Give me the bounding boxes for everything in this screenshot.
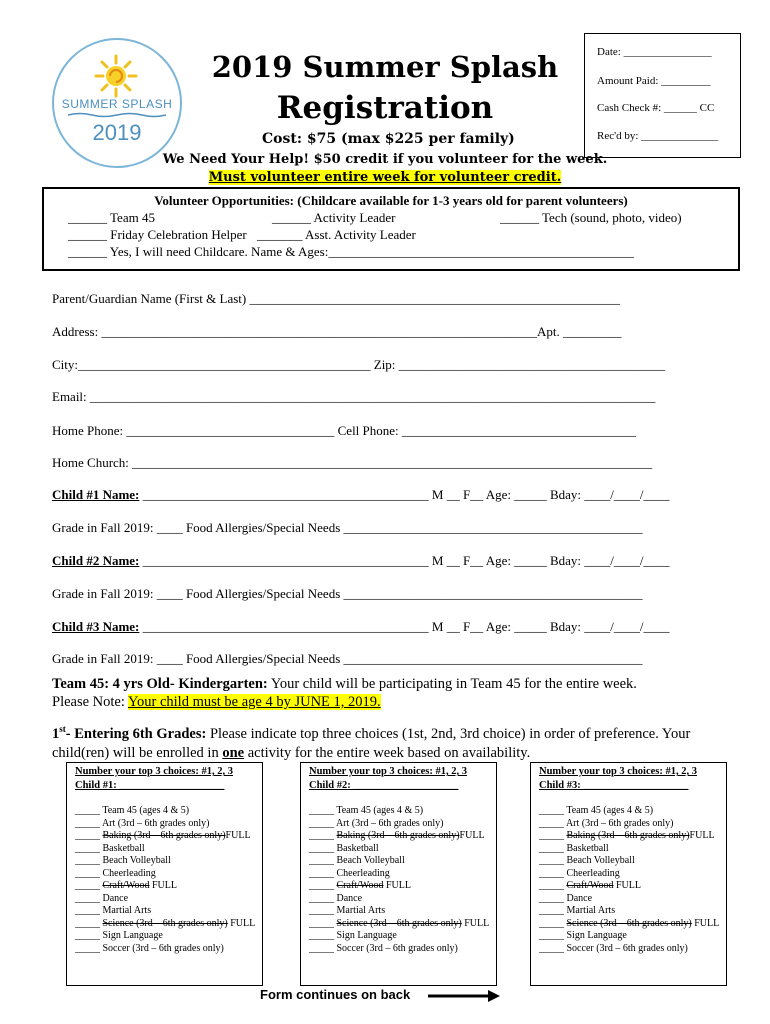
volunteer-asst-leader[interactable]: _______ Asst. Activity Leader [257, 227, 416, 242]
page-title: 2019 Summer Splash [211, 50, 559, 84]
activity-option[interactable] [75, 843, 255, 856]
activity-option[interactable] [75, 855, 255, 868]
activity-option[interactable] [75, 805, 255, 818]
phone-field[interactable]: Home Phone: ________________________________ Cell Phone: ____________________________________ [52, 423, 636, 438]
activity-option[interactable] [309, 868, 489, 881]
activity-text: _____ Martial Arts [75, 905, 152, 916]
child2-choices-box [300, 762, 497, 986]
activity-full-strike: Science (3rd – 6th grades only) [566, 917, 692, 929]
activity-option[interactable] [309, 930, 489, 943]
activity-option[interactable] [539, 930, 719, 943]
team45-text: Your child will be participating in Team 45 for the entire week. [267, 676, 637, 692]
volunteer-team45[interactable]: ______ Team 45 [68, 210, 155, 225]
activity-option[interactable] [75, 930, 255, 943]
child3-name-field[interactable] [52, 619, 670, 635]
activity-full-strike: Baking (3rd – 6th grades only) [336, 830, 460, 841]
volunteer-tech[interactable]: ______ Tech (sound, photo, video) [500, 210, 682, 225]
activity-full-strike: Craft/Wood [102, 880, 150, 891]
activity-option[interactable] [309, 943, 489, 956]
child1-blanks: ____________________________________________ M __ F__ Age: _____ Bday: ____/____/____ [139, 487, 670, 502]
activity-text: _____ Cheerleading [539, 867, 620, 879]
child1-choices-box [66, 762, 263, 986]
child2-name-field[interactable] [52, 553, 670, 569]
activity-text: _____ Soccer (3rd – 6th grades only) [75, 942, 224, 954]
age-note-prefix: Please Note: [52, 694, 128, 710]
activity-text: _____ [75, 917, 103, 929]
volunteer-friday[interactable]: ______ Friday Celebration Helper [68, 227, 247, 242]
activity-option[interactable] [309, 855, 489, 868]
activity-text: _____ [75, 830, 103, 841]
activity-option[interactable] [539, 805, 719, 818]
activity-text: _____ Art (3rd – 6th grades only) [539, 817, 674, 829]
activity-option[interactable] [309, 918, 489, 931]
received-by-field[interactable]: Rec'd by: ______________ [597, 130, 719, 142]
activity-text: _____ Basketball [539, 842, 609, 854]
child2-blanks: ____________________________________________ M __ F__ Age: _____ Bday: ____/____/____ [139, 553, 670, 568]
child3-grade-field[interactable]: Grade in Fall 2019: ____ Food Allergies/Special Needs ______________________________________________ [52, 651, 643, 666]
address-field[interactable]: Address: ___________________________________________________________________Apt. _________ [52, 324, 622, 339]
choices-heading: Number your top 3 choices: #1, 2, 3 [309, 766, 467, 777]
activity-option[interactable] [539, 843, 719, 856]
choices-heading: Number your top 3 choices: #1, 2, 3 [75, 766, 233, 777]
logo-year: 2019 [92, 120, 142, 145]
activity-list [539, 805, 719, 955]
activity-option[interactable] [75, 880, 255, 893]
grades-heading: - Entering 6th Grades: [65, 725, 207, 742]
activity-text: _____ [309, 880, 337, 891]
activity-option[interactable] [75, 868, 255, 881]
activity-text: _____ Art (3rd – 6th grades only) [309, 817, 444, 829]
activity-option[interactable] [75, 905, 255, 918]
activity-full-strike: Craft/Wood [566, 880, 614, 891]
activity-list [75, 805, 255, 955]
activity-text: _____ Dance [539, 892, 593, 904]
activity-text: _____ Art (3rd – 6th grades only) [75, 817, 210, 829]
activity-option[interactable] [309, 905, 489, 918]
child1-grade-field[interactable]: Grade in Fall 2019: ____ Food Allergies/Special Needs ______________________________________________ [52, 520, 643, 535]
activity-full-label: FULL [227, 917, 256, 929]
activity-option[interactable] [75, 818, 255, 831]
activity-text: _____ Martial Arts [539, 905, 616, 916]
activity-full-label: FULL [459, 830, 485, 841]
activity-option[interactable] [539, 943, 719, 956]
activity-full-strike: Science (3rd – 6th grades only) [102, 917, 228, 929]
activity-full-strike: Baking (3rd – 6th grades only) [102, 830, 226, 841]
activity-option[interactable] [539, 893, 719, 906]
email-field[interactable]: Email: _______________________________________________________________________________________ [52, 389, 656, 404]
activity-text: _____ Beach Volleyball [539, 855, 635, 866]
activity-list [309, 805, 489, 955]
summer-splash-logo [52, 38, 182, 168]
team45-info [52, 676, 637, 693]
logo-word: SUMMER SPLASH [61, 97, 173, 111]
activity-text: _____ [539, 830, 567, 841]
activity-full-label: FULL [613, 880, 641, 891]
activity-text: _____ Sign Language [539, 930, 627, 941]
activity-full-strike: Baking (3rd – 6th grades only) [566, 830, 690, 841]
activity-text: _____ [309, 830, 337, 841]
date-field[interactable]: Date: ________________ [597, 46, 712, 58]
activity-option[interactable] [75, 943, 255, 956]
volunteer-heading: Volunteer Opportunities: (Childcare available for 1-3 years old for parent volunteers) [154, 193, 628, 208]
activity-option[interactable] [309, 843, 489, 856]
activity-option[interactable] [309, 830, 489, 843]
activity-option[interactable] [75, 893, 255, 906]
activity-full-label: FULL [461, 917, 490, 929]
child2-grade-field[interactable]: Grade in Fall 2019: ____ Food Allergies/Special Needs ______________________________________________ [52, 586, 643, 601]
child3-choices-box [530, 762, 727, 986]
activity-option[interactable] [539, 830, 719, 843]
grades-one: one [222, 744, 245, 761]
age-note [52, 694, 381, 711]
activity-option[interactable] [75, 918, 255, 931]
activity-option[interactable] [75, 830, 255, 843]
activity-text: _____ [309, 917, 337, 929]
child1-name-field[interactable] [52, 487, 670, 503]
payment-method-field[interactable]: Cash Check #: ______ CC [597, 102, 715, 114]
page-subtitle: Registration [276, 90, 494, 126]
choices-child[interactable]: Child #3: ____________________ [539, 780, 689, 791]
activity-text: _____ Team 45 (ages 4 & 5) [75, 805, 190, 816]
activity-text: _____ Beach Volleyball [75, 855, 171, 866]
activity-text: _____ Dance [75, 892, 129, 904]
activity-option[interactable] [309, 805, 489, 818]
activity-text: _____ [539, 917, 567, 929]
age-note-highlight: Your child must be age 4 by JUNE 1, 2019. [127, 694, 381, 710]
volunteer-box [42, 187, 740, 271]
activity-option[interactable] [539, 818, 719, 831]
activity-text: _____ Martial Arts [309, 905, 386, 916]
activity-full-label: FULL [691, 917, 720, 929]
choices-child[interactable]: Child #1: ____________________ [75, 780, 225, 791]
activity-text: _____ Soccer (3rd – 6th grades only) [309, 942, 458, 954]
cost-text: Cost: $75 (max $225 per family) [262, 131, 515, 147]
activity-option[interactable] [309, 880, 489, 893]
amount-paid-field[interactable]: Amount Paid: _________ [597, 75, 711, 87]
activity-option[interactable] [539, 880, 719, 893]
activity-full-label: FULL [383, 880, 411, 891]
team45-heading: Team 45: 4 yrs Old- Kindergarten: [52, 676, 268, 692]
activity-text: _____ Sign Language [309, 930, 397, 941]
activity-option[interactable] [539, 918, 719, 931]
child3-label: Child #3 Name: [52, 619, 140, 634]
parent-name-field[interactable]: Parent/Guardian Name (First & Last) _________________________________________________________ [52, 291, 620, 306]
activity-text: _____ Team 45 (ages 4 & 5) [539, 805, 654, 816]
activity-full-label: FULL [225, 830, 251, 841]
activity-text: _____ Sign Language [75, 930, 163, 941]
sun-icon [94, 54, 138, 98]
activity-text: _____ Basketball [75, 842, 145, 854]
child1-label: Child #1 Name: [52, 487, 140, 502]
activity-text: _____ Basketball [309, 842, 379, 854]
activity-text: _____ Cheerleading [309, 867, 390, 879]
activity-option[interactable] [309, 893, 489, 906]
volunteer-requirement [0, 170, 770, 185]
activity-text: _____ [75, 880, 103, 891]
activity-full-label: FULL [689, 830, 715, 841]
activity-option[interactable] [309, 818, 489, 831]
wave-icon [68, 112, 166, 118]
volunteer-requirement-text: Must volunteer entire week for volunteer credit. [208, 170, 562, 185]
activity-text: _____ Cheerleading [75, 867, 156, 879]
activity-text: _____ Beach Volleyball [309, 855, 405, 866]
child2-label: Child #2 Name: [52, 553, 140, 568]
activity-text: _____ Soccer (3rd – 6th grades only) [539, 942, 688, 954]
activity-text: _____ Dance [309, 892, 363, 904]
church-field[interactable]: Home Church: ________________________________________________________________________________ [52, 455, 653, 470]
office-use-box [584, 33, 741, 158]
form-continues-text: Form continues on back [260, 987, 411, 1002]
volunteer-help-text: We Need Your Help! $50 credit if you volunteer for the week. [162, 152, 608, 167]
activity-option[interactable] [539, 905, 719, 918]
grades-instructions: 1st- Entering 6th Grades: Please indicate top three choices (1st, 2nd, 3rd choice) in order of preference. Your child(ren) will be enrolled in one activity for the entire week based on availability. [52, 724, 691, 761]
activity-full-strike: Craft/Wood [336, 880, 384, 891]
city-zip-field[interactable]: City:_____________________________________________ Zip: _________________________________________ [52, 357, 666, 372]
grades-end: activity for the entire week based on availability. [244, 744, 531, 761]
activity-text: _____ Team 45 (ages 4 & 5) [309, 805, 424, 816]
child3-blanks: ____________________________________________ M __ F__ Age: _____ Bday: ____/____/____ [139, 619, 670, 634]
activity-full-label: FULL [149, 880, 177, 891]
activity-full-strike: Science (3rd – 6th grades only) [336, 917, 462, 929]
choices-heading: Number your top 3 choices: #1, 2, 3 [539, 766, 697, 777]
grades-text: Please indicate top three choices (1st, 2nd, 3rd choice) in order of preference. Your child(ren) will be enrolled in [52, 725, 691, 761]
arrow-right-icon [428, 990, 500, 1002]
choices-child[interactable]: Child #2: ____________________ [309, 780, 459, 791]
activity-option[interactable] [539, 855, 719, 868]
activity-option[interactable] [539, 868, 719, 881]
activity-text: _____ [539, 880, 567, 891]
volunteer-childcare[interactable]: ______ Yes, I will need Childcare. Name & Ages:_______________________________________________ [68, 244, 634, 259]
volunteer-activity-leader[interactable]: ______ Activity Leader [272, 210, 396, 225]
